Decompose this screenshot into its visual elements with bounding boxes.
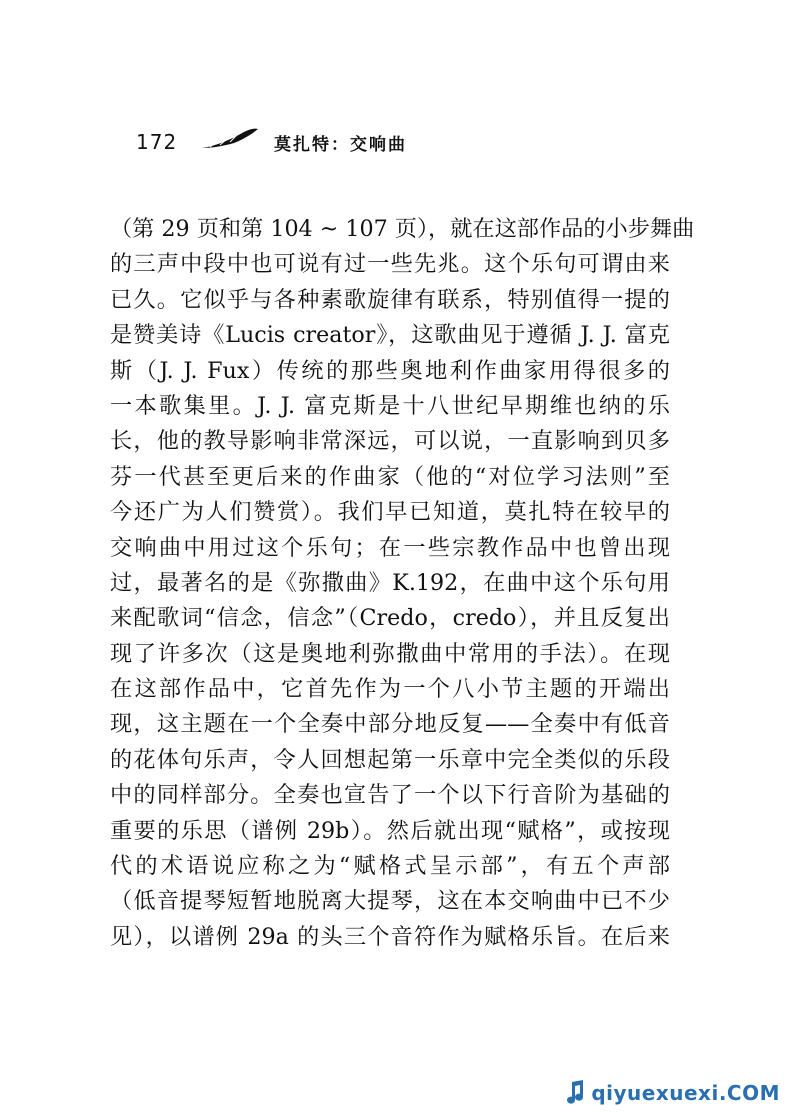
watermark-text: qiyuexuexi.COM [591, 1081, 780, 1105]
text-line: 过，最著名的是《弥撒曲》K.192，在曲中这个乐句用 [110, 569, 670, 596]
text-line: 交响曲中用过这个乐句；在一些宗教作品中也曾出现 [110, 534, 670, 561]
text-line: 已久。它似乎与各种素歌旋律有联系，特别值得一提的 [110, 286, 670, 313]
text-line: （第 29 页和第 104 ~ 107 页），就在这部作品的小步舞曲 [110, 216, 695, 242]
text-line: 来配歌词“信念，信念”（Credo，credo），并且反复出 [110, 605, 670, 632]
watermark [563, 1076, 780, 1110]
text-line: 今还广为人们赞赏）。我们早已知道，莫扎特在较早的 [110, 499, 670, 526]
page-number: 172 [136, 130, 178, 154]
text-line: 芬一代甚至更后来的作曲家（他的“对位学习法则”至 [110, 463, 670, 490]
music-note-icon [563, 1080, 585, 1106]
feather-ornament-icon [200, 126, 260, 154]
running-title: 莫扎特：交响曲 [274, 135, 407, 155]
text-line: 代的术语说应称之为“赋格式呈示部”，有五个声部 [110, 853, 670, 880]
text-line: 在这部作品中，它首先作为一个八小节主题的开端出 [110, 676, 670, 703]
text-line: 是赞美诗《Lucis creator》，这歌曲见于遵循 J. J. 富克 [110, 322, 670, 349]
text-line: 一本歌集里。J. J. 富克斯是十八世纪早期维也纳的乐 [110, 392, 670, 419]
page-header [136, 126, 556, 162]
text-line: 重要的乐思（谱例 29b）。然后就出现“赋格”，或按现 [110, 817, 670, 844]
text-line: （低音提琴短暂地脱离大提琴，这在本交响曲中已不少 [110, 888, 670, 915]
text-line: 的花体句乐声，令人回想起第一乐章中完全类似的乐段 [110, 746, 670, 773]
text-line: 中的同样部分。全奏也宣告了一个以下行音阶为基础的 [110, 782, 670, 809]
text-line: 斯（J. J. Fux）传统的那些奥地利作曲家用得很多的 [110, 357, 670, 384]
body-text [110, 212, 695, 955]
text-line: 的三声中段中也可说有过一些先兆。这个乐句可谓由来 [110, 251, 670, 278]
text-line: 长，他的教导影响非常深远，可以说，一直影响到贝多 [110, 428, 670, 455]
text-line: 现，这主题在一个全奏中部分地反复——全奏中有低音 [110, 711, 670, 738]
text-line: 现了许多次（这是奥地利弥撒曲中常用的手法）。在现 [110, 640, 670, 667]
text-line: 见），以谱例 29a 的头三个音符作为赋格乐旨。在后来 [110, 923, 670, 950]
